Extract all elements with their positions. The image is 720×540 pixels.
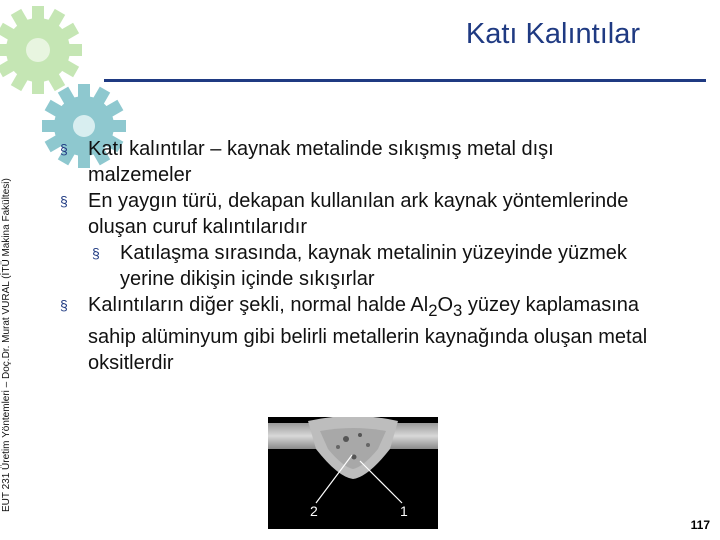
bullet-text-after: yüzey kaplamasına sahip alüminyum gibi belirli metallerin kaynağında oluşan metal oksitlerdir <box>88 294 648 374</box>
title-divider <box>104 79 706 82</box>
bullet-text-mid: O <box>437 294 454 316</box>
photo-label-1: 1 <box>400 503 408 519</box>
bullet-marker-icon: § <box>60 193 68 209</box>
weld-cross-section-image <box>268 417 438 529</box>
bullet-marker-icon: § <box>92 245 100 261</box>
page-number: 117 <box>690 518 710 532</box>
bullet-item-1 <box>60 136 660 188</box>
bullet-item-4 <box>60 292 660 376</box>
bullet-text: En yaygın türü, dekapan kullanılan ark kaynak yöntemlerinde oluşan curuf kalıntılarıdır <box>88 190 629 238</box>
sidebar-course-text: EUT 231 Üretim Yöntemleri – Doç.Dr. Murat VURAL (İTÜ Makina Fakültesi) <box>1 178 12 512</box>
bullet-item-3 <box>92 240 660 292</box>
bullet-marker-icon: § <box>60 141 68 157</box>
weld-photo <box>268 417 438 529</box>
bullet-marker-icon: § <box>60 297 68 313</box>
bullet-list <box>60 136 660 376</box>
gear-icon <box>0 6 82 94</box>
bullet-text: Katılaşma sırasında, kaynak metalinin yüzeyinde yüzmek yerine dikişin içinde sıkışırlar <box>120 242 627 290</box>
subscript-2: 2 <box>428 301 438 320</box>
subscript-3: 3 <box>453 301 463 320</box>
page-title: Katı Kalıntılar <box>465 18 640 50</box>
bullet-text-before: Kalıntıların diğer şekli, normal halde Al <box>88 294 429 316</box>
photo-label-2: 2 <box>310 503 318 519</box>
bullet-item-2 <box>60 188 660 240</box>
bullet-text: Katı kalıntılar – kaynak metalinde sıkışmış metal dışı malzemeler <box>88 138 554 186</box>
